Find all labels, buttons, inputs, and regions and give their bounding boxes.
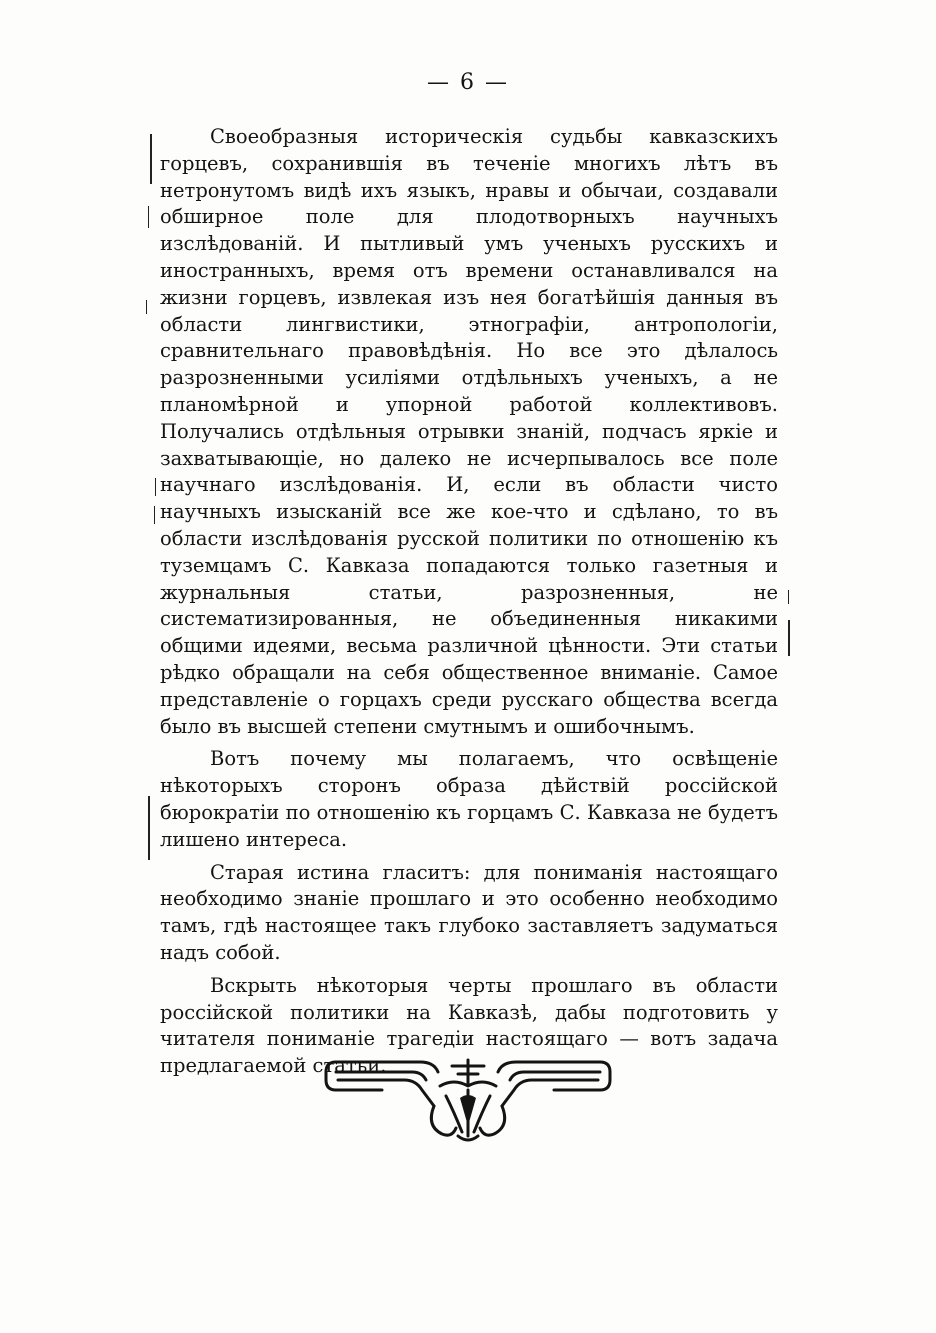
paragraph: Вотъ почему мы полагаемъ, что освѣщеніе нѣкоторыхъ сторонъ образа дѣйствій россійской бюрократіи по отношенію къ горцамъ С. Кавказа не будетъ лишено интереса. xyxy=(160,747,778,851)
margin-mark xyxy=(788,620,790,656)
paragraph: Вскрыть нѣкоторыя черты прошлаго въ области россійской политики на Кавказѣ, дабы подготовить у читателя пониманіе трагедіи настоящаго — вотъ задача предлагаемой статьи. xyxy=(160,973,778,1078)
margin-mark xyxy=(148,796,150,860)
paragraph: Своеобразныя историческія судьбы кавказскихъ горцевъ, сохранившія въ теченіе многихъ лѣтъ въ нетронутомъ видѣ ихъ языкъ, нравы и обычаи, создавали обширное поле для плодотворныхъ научныхъ изслѣдованій. И пытливый умъ ученыхъ русскихъ и иностранныхъ, время отъ времени останавливался на жизни горцевъ, извлекая изъ нея богатѣйшія данныя въ области лингвистики, этнографіи, антропологіи, сравнительнаго правовѣдѣнія. Но все это дѣлалось разрозненными усиліями отдѣльныхъ ученыхъ, а не планомѣрной и упорной работой коллективовъ. Получались отдѣльныя отрывки знаній, подчасъ яркіе и захватывающіе, но далеко не исчерпывалось все поле научнаго изслѣдованія. И, если въ области чисто научныхъ изысканій все же кое-что и сдѣлано, то въ области изслѣдованія русской политики по отношенію къ туземцамъ С. Кавказа попадаются только газетныя и журнальныя статьи, разрозненныя, не систематизированныя, не объединенныя никакими общими идеями, весьма различной цѣнности. Эти статьи рѣдко обращали на себя общественное вниманіе. Самое представленіе о горцахъ среди русскаго общества всегда было въ высшей степени смутнымъ и ошибочнымъ. xyxy=(160,125,778,738)
margin-mark xyxy=(154,506,155,524)
ornament-tailpiece-icon xyxy=(322,1056,614,1146)
page-number: — 6 — xyxy=(427,70,509,95)
paragraph: Старая истина гласитъ: для пониманія настоящаго необходимо знаніе прошлаго и это особенно необходимо тамъ, гдѣ настоящее такъ глубоко заставляетъ задуматься надъ собой. xyxy=(160,860,778,964)
body-text xyxy=(160,124,778,1086)
margin-mark xyxy=(146,300,147,314)
margin-mark xyxy=(788,590,789,604)
margin-mark xyxy=(148,206,149,228)
margin-mark xyxy=(155,478,156,496)
margin-mark xyxy=(150,134,152,184)
